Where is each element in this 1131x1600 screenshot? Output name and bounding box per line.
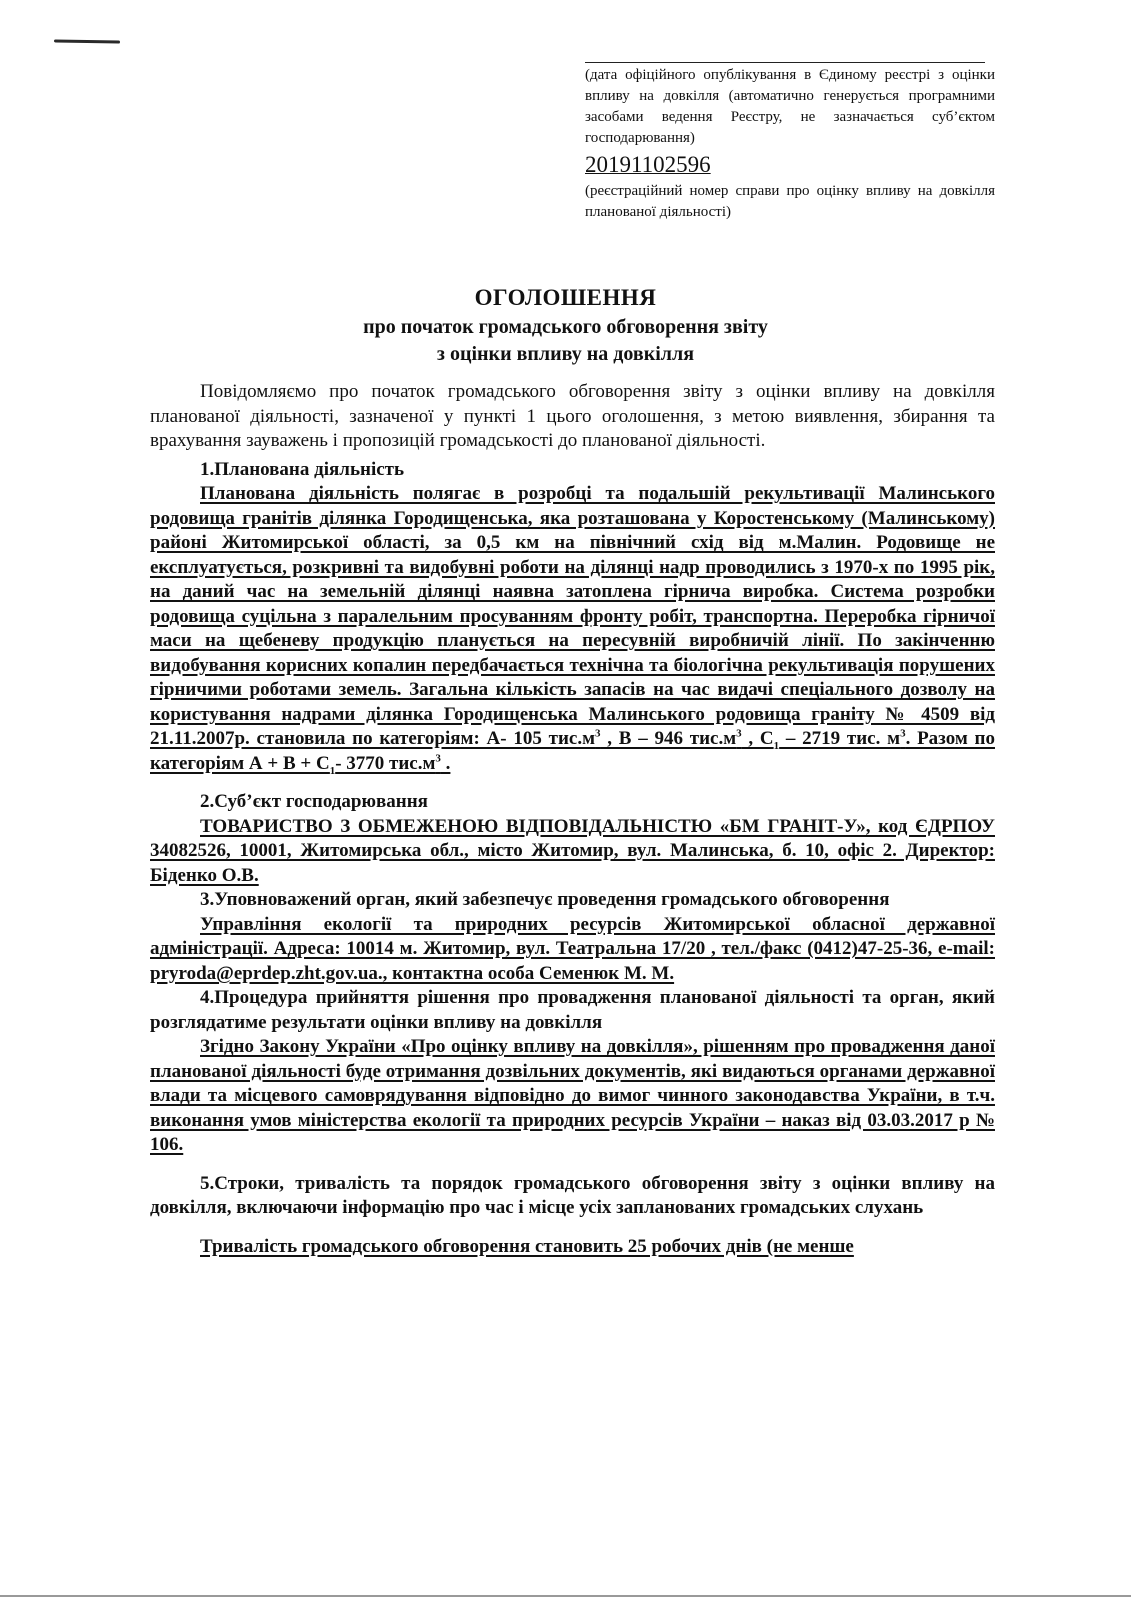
- section-3-heading: 3.Уповноважений орган, який забезпечує проведення громадського обговорення: [200, 889, 890, 910]
- publication-date-line: [585, 62, 985, 63]
- title-line-2: про початок громадського обговорення звіту: [363, 316, 768, 338]
- registry-header-block: [585, 62, 995, 223]
- section-1-heading: 1.Планована діяльність: [200, 458, 405, 480]
- section-3-text: Управління екології та природних ресурсів Житомирської обласної державної адміністрації. Адреса: 10014 м. Житомир, вул. Театральна 17/20 , тел./факс (0412)47-25-36, e-mail: pryroda@eprdep.zht.gov.ua., контактна особа Семенюк М. М.: [150, 913, 995, 984]
- section-5-heading: 5.Строки, тривалість та порядок громадського обговорення звіту з оцінки впливу на довкілля, включаючи інформацію про час і місце усіх запланованих громадських слухань: [150, 1172, 995, 1218]
- registration-number: 20191102596: [585, 152, 711, 177]
- intro-paragraph: Повідомляємо про початок громадського обговорення звіту з оцінки впливу на довкілля планованої діяльності, зазначеної у пункті 1 цього оголошення, з метою виявлення, збирання та врахування зауважень і пропозицій громадськості до планованої діяльності.: [150, 381, 995, 451]
- page-bottom-edge: [0, 1595, 1131, 1597]
- registration-number-note: (реєстраційний номер справи про оцінку впливу на довкілля планованої діяльності): [585, 183, 995, 220]
- section-5-text: Тривалість громадського обговорення становить 25 робочих днів (не менше: [200, 1235, 854, 1257]
- title-main: ОГОЛОШЕННЯ: [474, 285, 657, 310]
- section-4-heading: 4.Процедура прийняття рішення про провадження планованої діяльності та орган, який розглядатиме результати оцінки впливу на довкілля: [150, 987, 995, 1033]
- section-1-text: Планована діяльність полягає в розробці та подальшій рекультивації Малинського родовища гранітів ділянка Городищенська, яка розташована у Коростенському (Малинському) районі Житомирської області, за 0,5 км на північний схід від м.Малин. Родовище не експлуатується, розкривні та видобувні роботи на ділянці надр проводились з 1970-х по 1995 рік, на даний час на земельній ділянці наявна затоплена гірнича виробка. Система розробки родовища суцільна з паралельним просуванням фронту робіт, транспортна. Переробка гірничої маси на щебеневу продукцію планується на пересувній виробничій лінії. По закінченню видобування корисних копалин передбачається технічна та біологічна рекультивація порушених гірничими роботами земель. Загальна кількість запасів на час видачі спеціального дозволу на користування надрами ділянка Городищенська Малинського родовища граніту № 4509 від 21.11.2007р. становила по категоріям: А- 105 $тис.м^3$ , В – 946 $тис.м^3$ , $С_1 - 2719$ тис. $м^3$. Разом по категоріям $А + В + С_1-$ 3770 $тис.м^3$ .: [150, 483, 995, 777]
- scan-artifact-mark: [54, 39, 120, 43]
- document-title: [0, 282, 1131, 368]
- section-4-text: Згідно Закону України «Про оцінку впливу на довкілля», рішенням про провадження даної планованої діяльності буде отримання дозвільних документів, які видаються органами державної влади та місцевого самоврядування відповідно до вимог чинного законодавства України, в т.ч. виконання умов міністерства екології та природних ресурсів України – наказ від 03.03.2017 р № 106.: [150, 1036, 995, 1155]
- section-2-text: ТОВАРИСТВО З ОБМЕЖЕНОЮ ВІДПОВІДАЛЬНІСТЮ «БМ ГРАНІТ-У», код ЄДРПОУ 34082526, 10001, Житомирська обл., місто Житомир, вул. Малинська, б. 10, офіс 2. Директор: Біденко О.В.: [150, 815, 995, 886]
- publication-date-note: (дата офіційного опублікування в Єдиному реєстрі з оцінки впливу на довкілля (автоматично генерується програмними засобами ведення Реєстру, не зазначається суб’єктом господарювання): [585, 67, 995, 146]
- document-body: [150, 380, 995, 1259]
- title-line-3: з оцінки впливу на довкілля: [436, 343, 695, 365]
- section-2-heading: 2.Суб’єкт господарювання: [200, 791, 428, 812]
